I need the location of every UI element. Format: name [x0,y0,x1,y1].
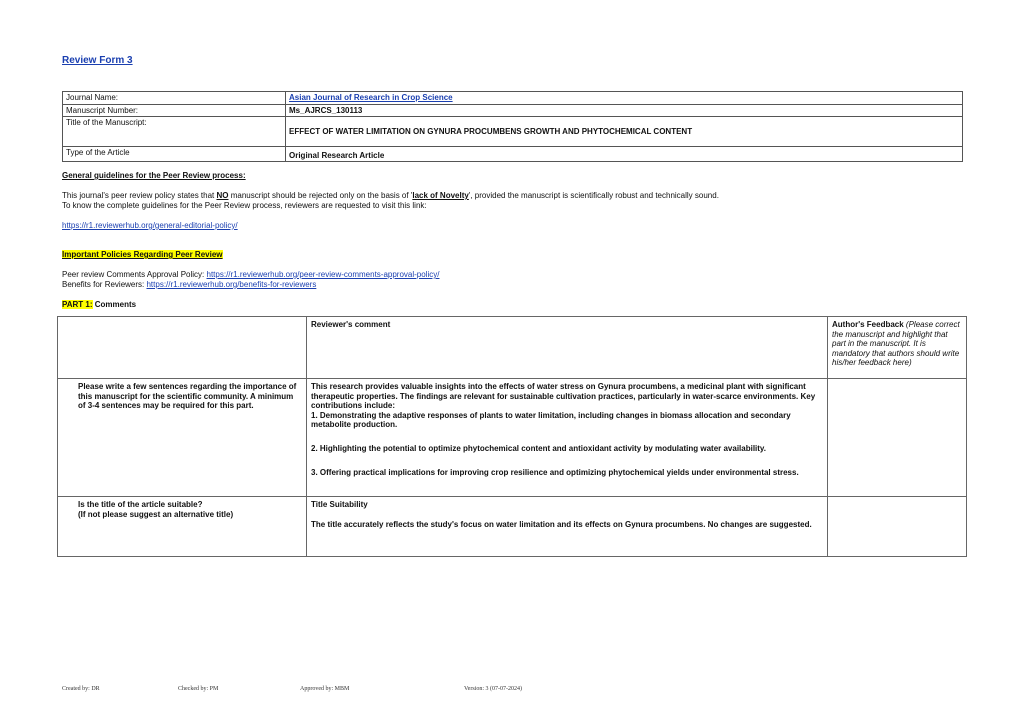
journal-label: Journal Name: [63,92,286,105]
footer-approved: Approved by: MBM [300,686,350,692]
no-emphasis: NO [216,191,229,200]
guidelines-text: This journal's peer review policy states that [62,191,217,200]
importance-row [58,379,967,497]
header-empty-cell [58,317,307,379]
importance-question: Please write a few sentences regarding the importance of this manuscript for the scientific community. A minimum of 3-4 sentences may be required for this part. [58,379,307,497]
author-feedback-instructions: (Please correct the manuscript and highlight that part in the manuscript. It is mandatory that authors should write his/her feedback here) [832,320,960,368]
part1-title: Comments [92,300,137,309]
editorial-policy-link[interactable]: https://r1.reviewerhub.org/general-editorial-policy/ [62,221,238,230]
manuscript-title: EFFECT OF WATER LIMITATION ON GYNURA PROCUMBENS GROWTH AND PHYTOCHEMICAL CONTENT [286,117,963,147]
benefits-line [62,280,316,290]
importance-comment [307,379,828,497]
title-row [63,117,963,147]
benefits-label: Benefits for Reviewers: [62,280,147,289]
importance-intro: This research provides valuable insights into the effects of water stress on Gynura procumbens, a medicinal plant with significant therapeutic properties. The findings are relevant for sustainable cultivation practices, particularly in water-scarce environments. Key contributions include: [311,382,816,411]
footer-checked: Checked by: PM [178,686,219,692]
type-row [63,147,963,162]
journal-row [63,92,963,105]
comments-table [57,316,967,557]
title-suitability-text: The title accurately reflects the study's focus on water limitation and its effects on Gynura procumbens. No changes are suggested. [311,519,812,529]
title-label: Title of the Manuscript: [63,117,286,147]
importance-point-2: 2. Highlighting the potential to optimize phytochemical content and antioxidant activity by modulating water availability. [311,443,767,453]
journal-link[interactable]: Asian Journal of Research in Crop Science [289,93,453,102]
policies-heading: Important Policies Regarding Peer Review [62,250,223,259]
title-question-line2: (If not please suggest an alternative title) [78,509,234,519]
title-comment [307,497,828,557]
approval-policy-link[interactable]: https://r1.reviewerhub.org/peer-review-comments-approval-policy/ [206,270,440,279]
form-title: Review Form 3 [62,55,133,66]
title-author-feedback[interactable] [828,497,967,557]
benefits-link[interactable]: https://r1.reviewerhub.org/benefits-for-reviewers [146,280,317,289]
title-suitability-heading: Title Suitability [311,500,368,509]
importance-author-feedback[interactable] [828,379,967,497]
novelty-emphasis: lack of Novelty [412,191,469,200]
type-label: Type of the Article [63,147,286,162]
title-suitability-row [58,497,967,557]
article-type: Original Research Article [286,147,963,162]
guidelines-text: ', provided the manuscript is scientifically robust and technically sound. [468,191,719,200]
manuscript-row [63,104,963,117]
part1-heading [62,300,136,310]
part1-label: PART 1: [62,300,93,309]
title-question [58,497,307,557]
guidelines-line2: To know the complete guidelines for the Peer Review process, reviewers are requested to visit this link: [62,201,427,210]
guidelines-heading: General guidelines for the Peer Review process: [62,171,246,180]
author-feedback-header [828,317,967,379]
author-feedback-title: Author's Feedback [832,320,906,329]
reviewer-comment-header: Reviewer's comment [307,317,828,379]
approval-policy-line [62,270,439,280]
approval-label: Peer review Comments Approval Policy: [62,270,207,279]
manuscript-info-table [62,91,963,162]
title-question-line1: Is the title of the article suitable? [78,500,203,509]
importance-point-1: 1. Demonstrating the adaptive responses of plants to water limitation, including changes in biomass allocation and secondary metabolite production. [311,410,791,430]
manuscript-number: Ms_AJRCS_130113 [286,104,963,117]
header-row [58,317,967,379]
footer-created: Created by: DR [62,686,100,692]
guidelines-line1 [62,191,719,201]
guidelines-text: manuscript should be rejected only on the basis of ' [228,191,413,200]
importance-point-3: 3. Offering practical implications for improving crop resilience and optimizing phytochemical yields under environmental stress. [311,467,799,477]
footer-version: Version: 3 (07-07-2024) [464,686,522,692]
manuscript-label: Manuscript Number: [63,104,286,117]
